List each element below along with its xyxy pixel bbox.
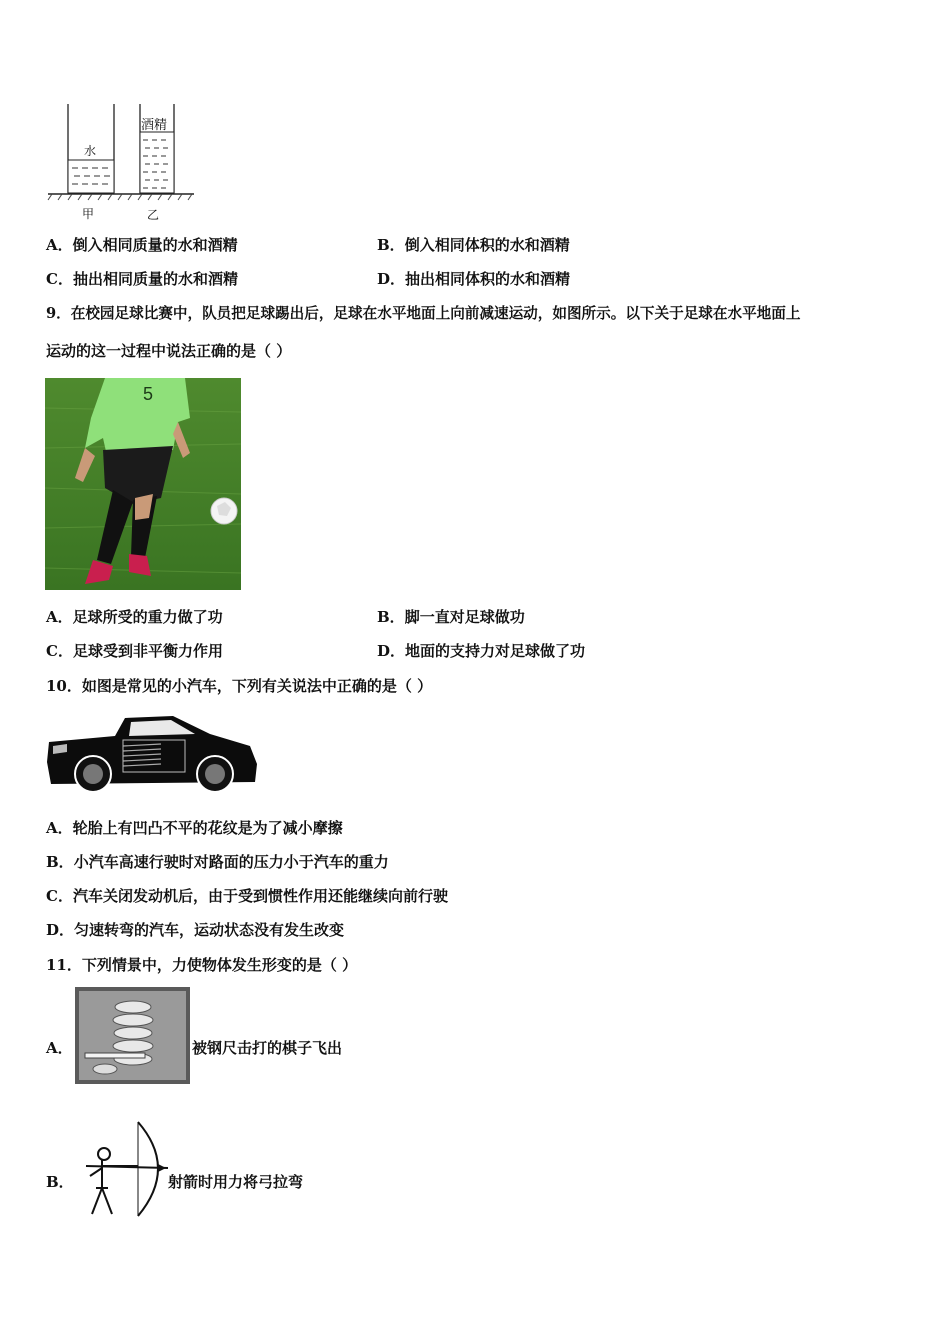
q9-option-a[interactable]: A．足球所受的重力做了功 <box>46 608 223 626</box>
q11-option-b-letter: B． <box>46 1173 74 1191</box>
alcohol-label: 酒精 <box>141 118 168 133</box>
q11-option-b-text: 射箭时用力将弓拉弯 <box>168 1173 304 1191</box>
stacked-pieces-photo <box>75 987 190 1084</box>
q9-option-b[interactable]: B．脚一直对足球做功 <box>377 608 525 626</box>
q11-option-a-text: 被钢尺击打的棋子飞出 <box>192 1039 343 1057</box>
q9-stem-line1: 9．在校园足球比赛中，队员把足球踢出后，足球在水平地面上向前减速运动，如图所示。以下关于足球在水平地面上 <box>46 305 801 322</box>
containers-diagram <box>44 100 199 225</box>
q8-option-d[interactable]: D．抽出相同体积的水和酒精 <box>377 270 571 288</box>
container-yi-label: 乙 <box>147 208 160 222</box>
q9-option-d[interactable]: D．地面的支持力对足球做了功 <box>377 642 586 660</box>
q11-archer-image <box>78 1118 170 1220</box>
q11-chess-pieces-image <box>75 987 190 1084</box>
soccer-player-image <box>45 378 241 590</box>
q11-stem: 11．下列情景中，力使物体发生形变的是（ ） <box>46 956 358 974</box>
water-label: 水 <box>84 144 97 158</box>
q10-option-b[interactable]: B．小汽车高速行驶时对路面的压力小于汽车的重力 <box>46 853 389 871</box>
q9-option-c[interactable]: C．足球受到非平衡力作用 <box>46 642 223 660</box>
q10-option-a[interactable]: A．轮胎上有凹凸不平的花纹是为了减小摩擦 <box>46 819 343 837</box>
svg-text:5: 5 <box>143 384 154 404</box>
q8-option-a[interactable]: A．倒入相同质量的水和酒精 <box>46 236 238 254</box>
q10-stem: 10．如图是常见的小汽车，下列有关说法中正确的是（ ） <box>46 677 433 695</box>
container-jia-label: 甲 <box>82 207 95 221</box>
archer-drawing <box>78 1118 170 1220</box>
q9-soccer-photo <box>45 378 241 590</box>
q10-option-c[interactable]: C．汽车关闭发动机后，由于受到惯性作用还能继续向前行驶 <box>46 887 448 905</box>
q8-option-b[interactable]: B．倒入相同体积的水和酒精 <box>377 236 570 254</box>
q10-option-d[interactable]: D．匀速转弯的汽车，运动状态没有发生改变 <box>46 921 345 939</box>
car-silhouette <box>45 712 260 802</box>
q9-stem-line2: 运动的这一过程中说法正确的是（ ） <box>46 342 292 360</box>
q8-option-c[interactable]: C．抽出相同质量的水和酒精 <box>46 270 238 288</box>
q11-option-a-letter: A． <box>46 1039 73 1057</box>
q10-car-image <box>45 712 260 802</box>
q8-figure <box>44 100 199 225</box>
